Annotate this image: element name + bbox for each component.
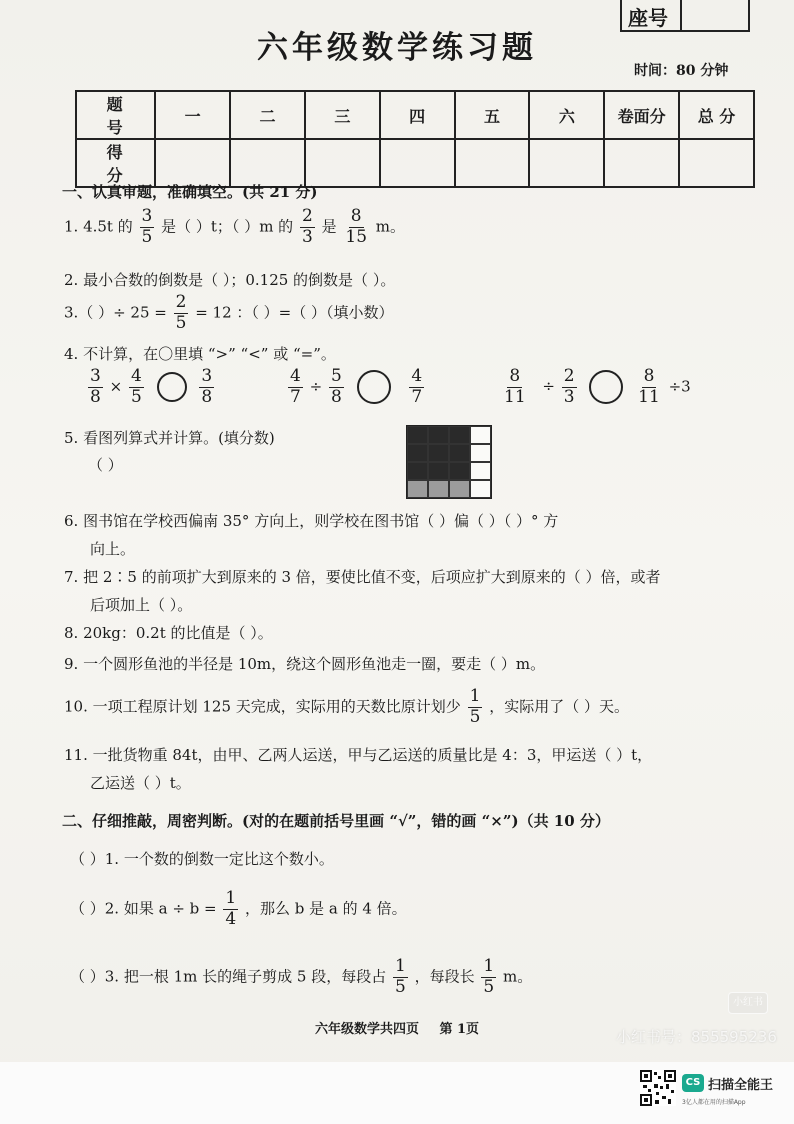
j3-text: （ ）3. 把一根 1m 长的绳子剪成 5 段，每段占 <box>70 967 387 986</box>
footer-page-number: 第 1页 <box>439 1022 480 1037</box>
judgement-2 <box>70 890 407 929</box>
score-cell: 五 <box>455 91 530 139</box>
q3-text: 3.（ ）÷ 25 = <box>64 303 172 322</box>
fraction: $\frac{3}{5}$ <box>141 206 153 247</box>
compare-expression-3: $\frac{8}{11}$ ÷ $\frac{2}{3}$ $\frac{8}{11}$ ÷3 <box>504 366 691 407</box>
question-10 <box>64 688 629 727</box>
score-cell: 六 <box>529 91 604 139</box>
q1-text: m。 <box>375 217 406 236</box>
fraction: $\frac{2}{5}$ <box>175 292 187 333</box>
q10-text: 10. 一项工程原计划 125 天完成，实际用的天数比原计划少 <box>64 697 461 716</box>
j2-text: （ ）2. 如果 a ÷ b = <box>70 899 222 918</box>
fraction: $\frac{1}{5}$ <box>469 686 481 727</box>
compare-expression-2: $\frac{4}{7}$ ÷ $\frac{5}{8}$ $\frac{4}{7}$ <box>290 366 423 407</box>
score-row-label: 得 分 <box>76 139 155 187</box>
score-input-cell[interactable] <box>305 139 380 187</box>
fraction: $\frac{2}{3}$ <box>301 206 313 247</box>
watermark-text: 小红书号：855595236 <box>616 1028 777 1046</box>
fraction: $\frac{1}{5}$ <box>395 956 406 997</box>
fraction: $\frac{8}{15}$ <box>345 206 368 247</box>
score-cell: 总 分 <box>679 91 754 139</box>
question-1 <box>64 208 405 247</box>
qr-code-icon <box>640 1070 676 1106</box>
seat-label: 座号 <box>622 0 682 30</box>
score-input-cell[interactable] <box>455 139 530 187</box>
compare-circle[interactable] <box>589 370 623 404</box>
grid-cell <box>470 462 491 480</box>
score-input-cell[interactable] <box>155 139 230 187</box>
fraction: $\frac{1}{5}$ <box>483 956 495 997</box>
question-3 <box>64 294 394 333</box>
grid-cell <box>407 462 428 480</box>
grid-cell <box>407 444 428 462</box>
grid-cell <box>407 480 428 498</box>
score-input-cell[interactable] <box>529 139 604 187</box>
score-table <box>75 90 755 188</box>
q3-text: = 12 ：（ ）=（ ）（填小数） <box>195 303 394 322</box>
camscanner-logo-icon: CS <box>682 1074 704 1092</box>
time-limit: 时间：80 分钟 <box>634 63 729 79</box>
q1-text: 是（ ）t；（ ）m 的 <box>161 217 294 236</box>
j2-text: ，那么 b 是 a 的 4 倍。 <box>244 899 407 918</box>
score-cell: 题 号 <box>76 91 155 139</box>
grid-cell <box>428 480 449 498</box>
footer-total-pages: 六年级数学共四页 <box>314 1022 419 1037</box>
q1-text: 1. 4.5t 的 <box>64 217 133 236</box>
question-2: 2. 最小合数的倒数是（ ）；0.125 的倒数是（ ）。 <box>64 271 396 289</box>
grid-cell <box>470 480 491 498</box>
grid-cell <box>449 426 470 444</box>
compare-expression-1: $\frac{3}{8}$ × $\frac{4}{5}$ $\frac{3}{8}$ <box>90 366 213 407</box>
score-input-cell[interactable] <box>604 139 679 187</box>
grid-cell <box>428 462 449 480</box>
question-6-line2: 向上。 <box>90 540 136 558</box>
score-input-cell[interactable] <box>679 139 754 187</box>
section1-heading: 一、认真审题，准确填空。(共 21 分) <box>62 183 318 201</box>
score-cell: 三 <box>305 91 380 139</box>
grid-cell <box>449 462 470 480</box>
score-cell: 二 <box>230 91 305 139</box>
j3-text: ，每段长 <box>414 967 475 986</box>
grid-cell <box>449 444 470 462</box>
score-cell: 一 <box>155 91 230 139</box>
grid-cell <box>449 480 470 498</box>
question-9: 9. 一个圆形鱼池的半径是 10m，绕这个圆形鱼池走一圈，要走（ ）m。 <box>64 655 546 673</box>
judgement-3 <box>70 958 532 997</box>
q10-text: ，实际用了（ ）天。 <box>489 697 629 716</box>
fraction: $\frac{1}{4}$ <box>225 888 237 929</box>
compare-circle[interactable] <box>157 372 187 402</box>
question-7-line2: 后项加上（ ）。 <box>90 596 193 614</box>
question-5: 5. 看图列算式并计算。(填分数) <box>64 429 275 447</box>
question-11-line2: 乙运送（ ）t。 <box>90 774 191 792</box>
score-cell: 卷面分 <box>604 91 679 139</box>
grid-cell <box>470 444 491 462</box>
score-input-cell[interactable] <box>230 139 305 187</box>
score-table-header-row <box>76 91 754 139</box>
question-11-line1: 11. 一批货物重 84t，由甲、乙两人运送，甲与乙运送的质量比是 4：3，甲运送（ ）t， <box>64 746 653 764</box>
grid-cell <box>428 426 449 444</box>
grid-cell <box>470 426 491 444</box>
judgement-1: （ ）1. 一个数的倒数一定比这个数小。 <box>70 850 334 868</box>
fraction-grid-figure <box>406 425 492 499</box>
q5-answer-blank[interactable]: （ ） <box>88 456 123 474</box>
compare-circle[interactable] <box>357 370 391 404</box>
grid-cell <box>407 426 428 444</box>
camscanner-tagline: 3亿人都在用的扫描App <box>682 1099 746 1106</box>
score-input-cell[interactable] <box>380 139 455 187</box>
q1-text: 是 <box>321 217 337 236</box>
question-6-line1: 6. 图书馆在学校西偏南 35° 方向上，则学校在图书馆（ ）偏（ ）（ ）° 方 <box>64 512 559 530</box>
question-4: 4. 不计算，在〇里填 “>” “<” 或 “=”。 <box>64 345 336 363</box>
question-7-line1: 7. 把 2∶5 的前项扩大到原来的 3 倍，要使比值不变，后项应扩大到原来的（ ）倍，或者 <box>64 568 661 586</box>
watermark-logo: 小红书 <box>728 992 768 1014</box>
camscanner-name: 扫描全能王 <box>708 1078 774 1093</box>
score-table-score-row <box>76 139 754 187</box>
page-title: 六年级数学练习题 <box>257 30 537 66</box>
grid-cell <box>428 444 449 462</box>
section2-heading: 二、仔细推敲，周密判断。(对的在题前括号里画 “√”，错的画 “×”)（共 10 分） <box>62 812 610 830</box>
j3-text: m。 <box>503 967 533 986</box>
score-cell: 四 <box>380 91 455 139</box>
question-8: 8. 20kg：0.2t 的比值是（ ）。 <box>64 624 273 642</box>
